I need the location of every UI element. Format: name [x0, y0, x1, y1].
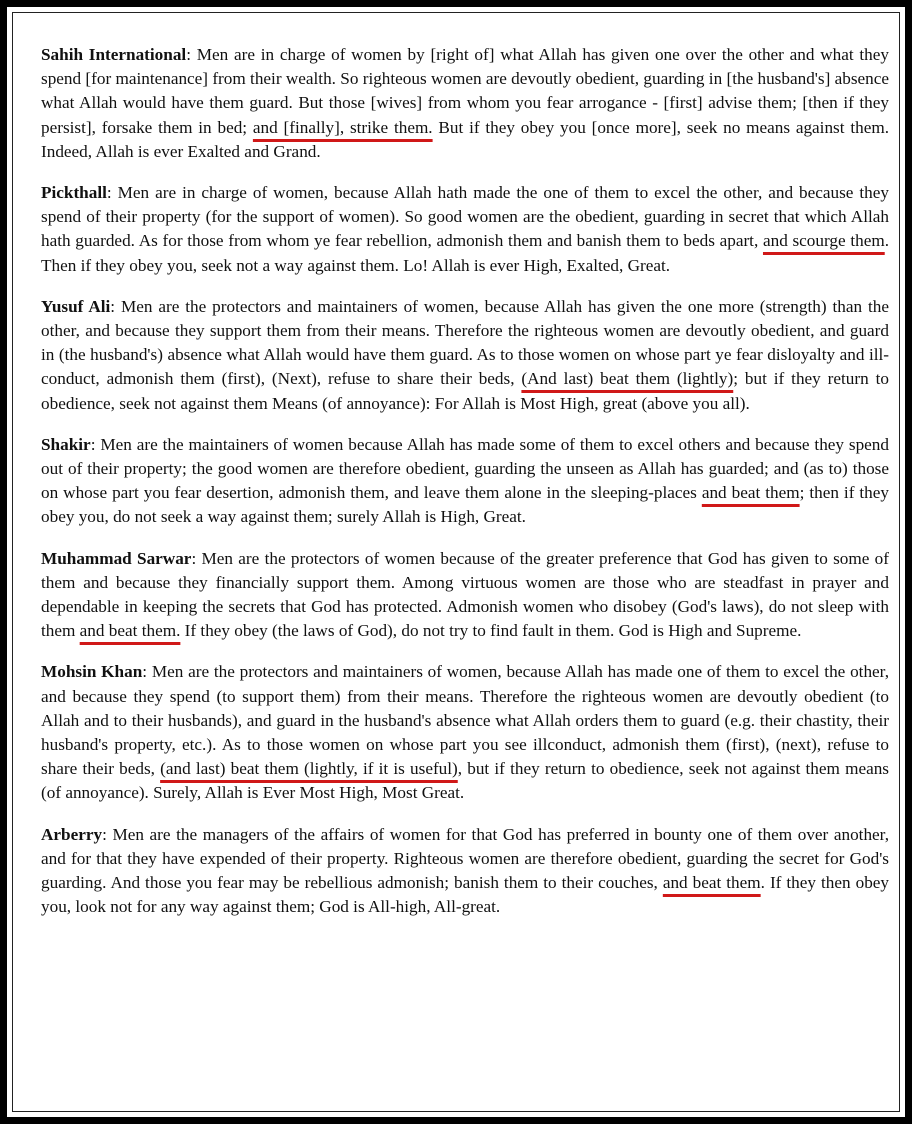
translation-text: . If they then obey you, look not for any way against them; God is All-high, All-great. — [41, 873, 890, 917]
translation-paragraph — [41, 660, 889, 805]
translation-text: , but if they return to obedience, seek not against them means (of annoyance). Surely, Allah is Ever Most High, Most Great. — [41, 759, 889, 803]
translator-name: Arberry — [41, 824, 103, 844]
highlighted-phrase: and beat them. — [79, 621, 181, 641]
translations-list — [41, 43, 889, 937]
translation-text: ; but if they return to obedience, seek not against them Means (of annoyance): For Allah is Most High, great (above you all). — [41, 369, 889, 413]
translation-text: : Men are the protectors of women because of the greater preference that God has given to some of them and because they financially support them. Among virtuous women are those who are steadfast in prayer and dependable in keeping the secrets that God has protected. Admonish women who disobey (God's laws), do not sleep with them — [41, 548, 889, 641]
translation-text: ; then if they obey you, do not seek a way against them; surely Allah is High, Great. — [41, 483, 889, 527]
highlighted-phrase: and scourge them — [762, 231, 885, 251]
translation-paragraph — [41, 823, 889, 920]
translation-text: : Men are the protectors and maintainers of women, because Allah has made one of them to excel the other, and because they spend (to support them) from their means. Therefore the righteous women are devoutly obedient (to Allah and to their husbands), and guard in the husband's absence what Allah orders them to guard (e.g. their chastity, their husband's property, etc.). As to those women on whose part you see illconduct, admonish them (first), (next), refuse to share their beds, — [41, 662, 889, 779]
translation-text: If they obey (the laws of God), do not try to find fault in them. God is High and Supreme. — [180, 621, 802, 641]
translation-paragraph — [41, 547, 889, 644]
highlighted-phrase: and beat them — [701, 483, 800, 503]
translation-text: But if they obey you [once more], seek no means against them. Indeed, Allah is ever Exalted and Grand. — [41, 117, 889, 161]
translation-text: : Men are in charge of women, because Allah hath made the one of them to excel the other, and because they spend of their property (for the support of women). So good women are the obedient, guarding in secret that which Allah hath guarded. As for those from whom ye fear rebellion, admonish them and banish them to beds apart, — [41, 183, 889, 251]
translator-name: Mohsin Khan — [41, 662, 143, 682]
translator-name: Muhammad Sarwar — [41, 548, 192, 568]
translation-paragraph — [41, 43, 889, 164]
translation-paragraph — [41, 295, 889, 416]
translator-name: Sahih International — [41, 45, 187, 64]
translation-text: : Men are the maintainers of women because Allah has made some of them to excel others and because they spend out of their property; the good women are therefore obedient, guarding the unseen as Allah has guarded; and (as to) those on whose part you fear desertion, admonish them, and leave them alone in the sleeping-places — [41, 434, 889, 503]
highlighted-phrase: and beat them — [662, 873, 761, 893]
translator-name: Yusuf Ali — [41, 296, 111, 316]
translation-paragraph — [41, 181, 889, 278]
document-page — [12, 12, 900, 1112]
translation-paragraph — [41, 433, 889, 530]
highlighted-phrase: (And last) beat them (lightly) — [521, 369, 734, 389]
translation-text: : Men are the protectors and maintainers of women, because Allah has given the one more (strength) than the other, and because they support them from their means. Therefore the righteous women are devoutly obedient, and guard in (the husband's) absence what Allah would have them guard. As to those women on whose part ye fear disloyalty and ill-conduct, admonish them (first), (Next), refuse to share their beds, — [41, 296, 889, 389]
translation-text: : Men are the managers of the affairs of women for that God has preferred in bounty one of them over another, and for that they have expended of their property. Righteous women are therefore obedient, guarding the secret for God's guarding. And those you fear may be rebellious admonish; banish them to their couches, — [41, 824, 889, 893]
translator-name: Pickthall — [41, 183, 107, 203]
highlighted-phrase: and [finally], strike them. — [252, 117, 433, 137]
translation-text: . Then if they obey you, seek not a way against them. Lo! Allah is ever High, Exalted, Great. — [41, 231, 890, 275]
highlighted-phrase: (and last) beat them (lightly, if it is useful) — [160, 759, 458, 779]
translator-name: Shakir — [41, 434, 91, 454]
translation-text: : Men are in charge of women by [right of] what Allah has given one over the other and what they spend [for maintenance] from their wealth. So righteous women are devoutly obedient, guarding in [the husband's] absence what Allah would have them guard. But those [wives] from whom you fear arrogance - [first] advise them; [then if they persist], forsake them in bed; — [41, 45, 889, 137]
